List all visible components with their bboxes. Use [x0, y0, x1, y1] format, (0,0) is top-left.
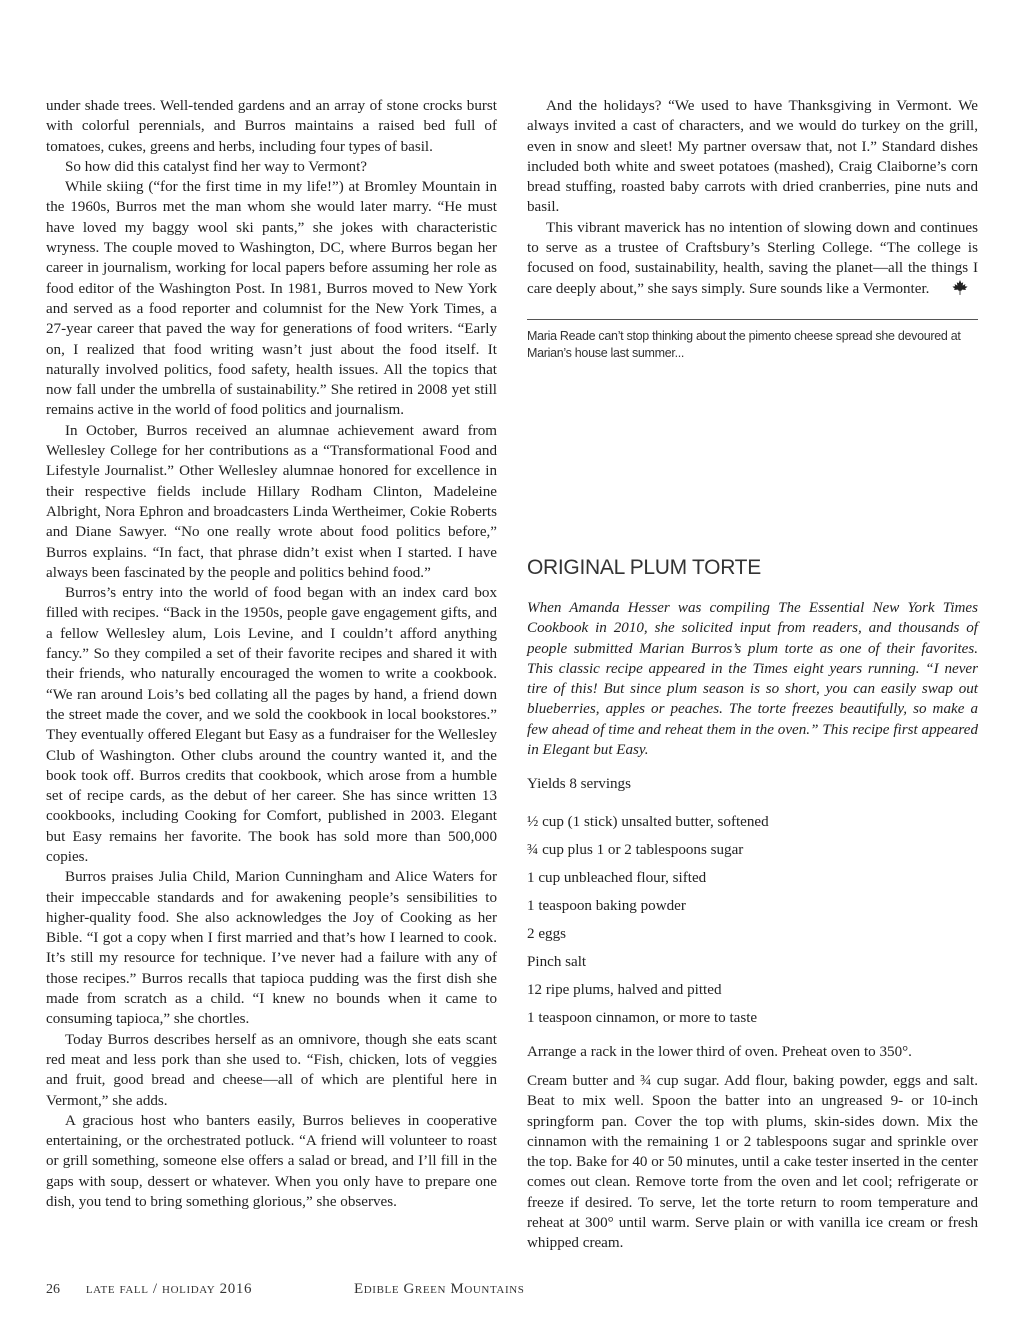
article-paragraph: And the holidays? “We used to have Thanksgiving in Vermont. We always invited a cast of characters, and we would do turkey on the grill, even in snow and sleet! My partner oversaw that, not I.” Standard dishes included both white and sweet potatoes (mashed), Craig Claiborne’s corn bread stuffing, roasted baby carrots with dried cranberries, pine nuts and basil. [527, 98, 978, 216]
article-paragraph: Burros praises Julia Child, Marion Cunningham and Alice Waters for their impeccable standards and for awakening people’s sensibilities to higher-quality food. She also acknowledges the Joy of Cooking as her Bible. “I got a copy when I first married and that’s how I learned to cook. It’s still my resource for technique. I’ve never had a failure with any of those recipes.” Burros recalls that tapioca pudding was the first dish she made from scratch as a child. “I knew no bounds when it came to consuming tapioca,” she chortles. [46, 869, 497, 1028]
article-paragraph: While skiing (“for the first time in my life!”) at Bromley Mountain in the 1960s, Burros met the man whom she would later marry. “He must have loved my baggy wool ski pants,” she jokes with characteristic wryness. The couple moved to Washington, DC, where Burros began her career in journalism, working for local papers before assuming her role as food editor of the Washington Post. In 1981, Burros moved to New York and served as a food reporter and columnist for the New York Times, a 27-year career that paved the way for generations of food writers. “Early on, I realized that food writing wasn’t just about the food itself. It naturally involved politics, food safety, health issues. All the topics that now fall under the umbrella of sustainability.” She retired in 2008 yet still remains active in the world of food politics and journalism. [46, 179, 497, 419]
ingredient-list [527, 812, 769, 1036]
author-note: Maria Reade can’t stop thinking about the pimento cheese spread she devoured at Marian’s house last summer... [527, 328, 961, 360]
ingredient-item: ¾ cup plus 1 or 2 tablespoons sugar [527, 842, 744, 858]
ingredient-item: 1 teaspoon baking powder [527, 898, 686, 914]
issue-label: late fall / holiday 2016 [85, 1281, 253, 1297]
article-paragraph: In October, Burros received an alumnae achievement award from Wellesley College for her contributions as a “Transformational Food and Lifestyle Journalist.” Other Wellesley alumnae honored for excellence in their respective fields include Hillary Rodham Clinton, Madeleine Albright, Nora Ephron and broadcasters Linda Wertheimer, Cokie Roberts and Diane Sawyer. “No one really wrote about food politics before,” Burros explains. “In fact, that phrase didn’t exist when I started. I have always been fascinated by the people and politics behind food.” [46, 422, 497, 581]
recipe-yields: Yields 8 servings [527, 776, 631, 792]
recipe-step: Arrange a rack in the lower third of oven. Preheat oven to 350°. [527, 1044, 912, 1060]
ingredient-item: 1 teaspoon cinnamon, or more to taste [527, 1010, 758, 1026]
recipe-title: ORIGINAL PLUM TORTE [527, 556, 761, 579]
ingredient-item: 1 cup unbleached flour, sifted [527, 870, 707, 886]
recipe-intro [527, 598, 978, 760]
article-right-column [527, 96, 978, 362]
article-paragraph: A gracious host who banters easily, Burros believes in cooperative entertaining, or the orchestrated potluck. “A friend will volunteer to roast or grill something, someone else offers a salad or bread, and I’ll fill in the gaps with soup, dessert or whatever. When you only have to prepare one dish, you tend to bring something glorious,” she observes. [46, 1112, 497, 1211]
article-paragraph: So how did this catalyst find her way to Vermont? [65, 158, 367, 175]
author-note-divider [527, 319, 978, 320]
ingredient-item: 12 ripe plums, halved and pitted [527, 982, 722, 998]
ingredient-item: ½ cup (1 stick) unsalted butter, softened [527, 814, 769, 830]
page-footer [46, 1281, 525, 1298]
ingredient-item: Pinch salt [527, 954, 587, 970]
recipe-step: Cream butter and ¾ cup sugar. Add flour, baking powder, eggs and salt. Beat to mix well. Spoon the batter into an ungreased 9- or 10-inch springform pan. Cover the top with plums, skin-sides down. Mix the cinnamon with the remaining 1 or 2 tablespoons sugar and sprinkle over the top. Bake for 40 or 50 minutes, until a cake tester inserted in the center comes out clean. Remove torte from the oven and let cool; refrigerate or freeze if desired. To serve, let the torte return to room temperature and reheat at 300° until warm. Serve plain or with vanilla ice cream or fresh whipped cream. [527, 1073, 978, 1252]
article-left-column [46, 96, 497, 1212]
article-paragraph: Burros’s entry into the world of food began with an index card box filled with recipes. “Back in the 1950s, people gave engagement gifts, and a fellow Wellesley alum, Lois Levine, and I couldn’t afford anything fancy.” So they compiled a set of their favorite recipes and shared it with their friends, who naturally encouraged the women to write a cookbook. “We ran around Lois’s bed collating all the pages by hand, a friend down the street made the cover, and we sold the cookbook in local bookstores.” They eventually offered Elegant but Easy as a fundraiser for the Wellesley Club of Washington. Other clubs around the country wanted it, and the book took off. Burros credits that cookbook, which arose from a humble set of recipe cards, as the debut of her career. She has since written 13 cookbooks, including Cooking for Comfort, published in 2003. Elegant but Easy remains her favorite. The book has sold more than 500,000 copies. [46, 585, 497, 865]
article-closing-text: This vibrant maverick has no intention of slowing down and continues to serve as a trustee of Craftsbury’s Sterling College. “The college is focused on food, sustainability, health, saving the planet—all the things I care deeply about,” she says simply. Sure sounds like a Vermonter. [527, 219, 978, 297]
maple-leaf-icon [933, 280, 968, 301]
ingredient-item: 2 eggs [527, 926, 566, 942]
page-number: 26 [46, 1282, 60, 1297]
recipe-intro-text: When Amanda Hesser was compiling The Essential New York Times Cookbook in 2010, she solicited input from readers, and thousands of people submitted Marian Burros’s plum torte as one of their favorites. This classic recipe appeared in the Times eight years running. “I never tire of this! But since plum season is so short, you can easily swap out blueberries, apples or peaches. The torte freezes beautifully, so make a few ahead of time and reheat them in the oven.” This recipe first appeared in Elegant but Easy. [527, 600, 978, 759]
article-paragraph: under shade trees. Well-tended gardens and an array of stone crocks burst with colorful perennials, and Burros maintains a raised bed full of tomatoes, cukes, greens and herbs, including four types of basil. [46, 98, 497, 155]
magazine-name: Edible Green Mountains [354, 1281, 525, 1297]
article-paragraph: Today Burros describes herself as an omnivore, though she eats scant red meat and less pork than she used to. “Fish, chicken, lots of veggies and fruit, good bread and cheese—all of which are plentiful here in Vermont,” she adds. [46, 1031, 497, 1109]
article-paragraph [527, 218, 978, 301]
